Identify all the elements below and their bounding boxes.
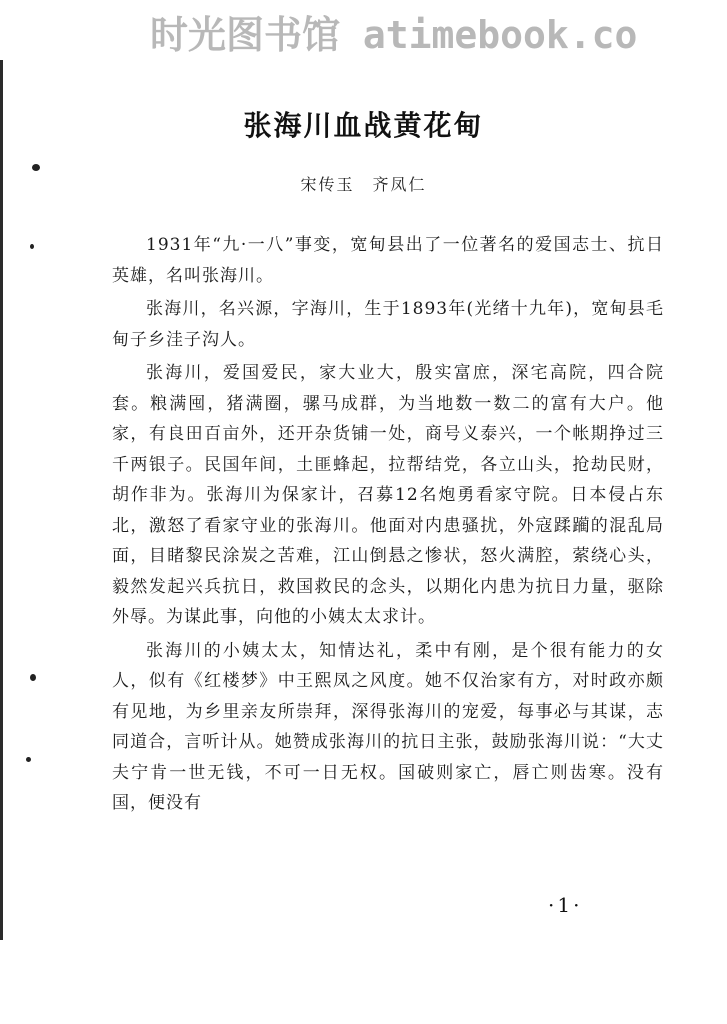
page-number: ·1· (548, 893, 583, 917)
watermark-text: 时光图书馆 atimebook.co (150, 13, 638, 57)
margin-mark (32, 164, 40, 171)
margin-mark (30, 244, 34, 249)
article-body (112, 230, 664, 822)
margin-mark (30, 674, 36, 681)
paragraph: 张海川的小姨太太，知情达礼，柔中有刚，是个很有能力的女人，似有《红楼梦》中王熙凤之风度。她不仅治家有方，对时政亦颇有见地，为乡里亲友所崇拜，深得张海川的宠爱，每事必与其谋，志同道合，言听计从。她赞成张海川的抗日主张，鼓励张海川说：“大丈夫宁肯一世无钱，不可一日无权。国破则家亡，唇亡则齿寒。没有国，便没有 (112, 640, 664, 813)
paragraph: 1931年“九·一八”事变，宽甸县出了一位著名的爱国志士、抗日英雄，名叫张海川。 (112, 235, 664, 286)
page-title: 张海川血战黄花甸 (243, 109, 484, 142)
margin-mark (26, 757, 31, 762)
paragraph: 张海川，爱国爱民，家大业大，殷实富庶，深宅高院，四合院套。粮满囤，猪满圈，骡马成群，为当地数一数二的富有大户。他家，有良田百亩外，还开杂货铺一处，商号义泰兴，一个帐期挣过三千两银子。民国年间，土匪蜂起，拉帮结党，各立山头，抢劫民财，胡作非为。张海川为保家计，召募12名炮勇看家守院。日本侵占东北，激怒了看家守业的张海川。他面对内患骚扰，外寇蹂躏的混乱局面，目睹黎民涂炭之苦难，江山倒悬之惨状，怒火满腔，萦绕心头，毅然发起兴兵抗日，救国救民的念头，以期化内患为抗日力量，驱除外辱。为谋此事，向他的小姨太太求计。 (112, 363, 664, 627)
paragraph: 张海川，名兴源，字海川，生于1893年(光绪十九年)，宽甸县毛甸子乡洼子沟人。 (112, 299, 664, 350)
authors-line: 宋传玉 齐凤仁 (300, 175, 427, 194)
